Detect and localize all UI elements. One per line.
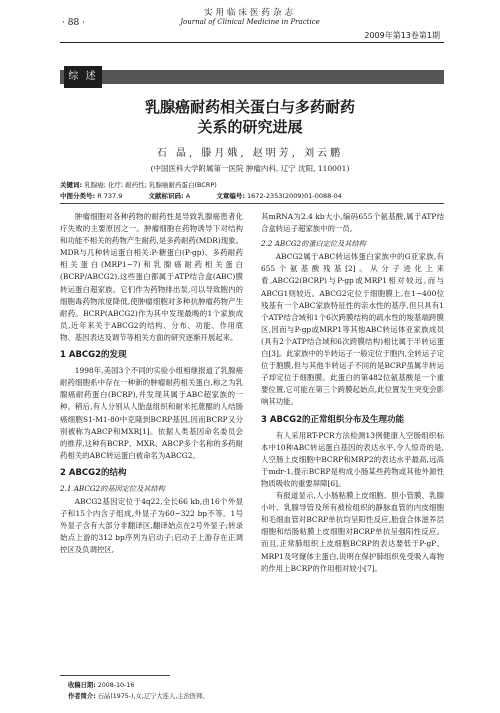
header-rule [60,42,444,43]
section-1-heading: 1 ABCG2的发现 [60,350,127,361]
right-column [261,211,444,575]
section-banner [60,70,444,84]
issue-info: 2009年第13卷第1期 [364,31,440,40]
section-3-heading: 3 ABCG2的正常组织分布及生理功能 [261,414,405,425]
author-bio-label: 作者简介: [68,693,96,700]
clc-label: 中图分类号: [60,192,96,200]
received-line [68,680,134,689]
page-number: · 88 · [62,18,85,28]
keywords-line [60,180,444,189]
journal-title-en: Journal of Clinical Medicine in Practice [180,18,320,26]
affiliation: (中国医科大学附属第一医院 肿瘤内科, 辽宁 沈阳, 110001) [150,164,350,173]
section-2-2-text: ABCG2属于ABC转运体蛋白家族中的G亚家族,有655个氨基酸残基[2]。从分子进化上来看,ABCG2(BCRP)与P-gp或MRP1相对较远,而与ABCG1则较近。ABCG2定位于细胞膜上,在1~400位残基有一个ABC家族特征性的亲水性的基序,但只具有1个ATP结合域和1个6次跨膜结构的疏水性的羧基端跨膜区,因而与P-gp或MRP1等其他ABC转运体亚家族成员(具有2个ATP结合域和6次跨膜结构)相比属于半转运蛋白[3]。此家族中的半转运子一般定位于胞内,全转运子定位于胞膜,但与其他半转运子不同的是BCRP虽属半转运子却定位于细胞膜。此蛋白的第482位氨基酸是一个重要位置,它可能在第三个跨膜起始点,此位置发生突变会影响其功能。 [261,252,444,407]
section-2-heading: 2 ABCG2的结构 [60,467,127,478]
received-label: 收稿日期: [68,682,96,689]
article-title-line1: 乳腺癌耐药相关蛋白与多药耐药 [144,98,355,116]
received-date: 2008-10-16 [97,682,135,689]
section-3-paragraph-2: 有报道显示,人小肠粘膜上皮细胞、胆小管膜、乳腺小叶、乳腺导管及所有被检组织的静脉血管的内皮细胞和毛细血管对BCRP单抗均呈阳性反应,胎盘合体滋养层细胞和结肠粘膜上皮细胞对BCRP单抗呈强阳性反应。而且,正常肺组织上皮细胞BCRP的表达要低于P-gP、MRP1及穹窿体主蛋白,说明在保护肺组织免受吸入毒物的作用上BCRP的作用相对较小[7]。 [261,491,444,573]
classification-line [60,191,444,200]
section-label: 综 述 [64,66,102,88]
article-title-line2: 关系的研究进展 [197,118,303,136]
clc-code: R 737.9 [97,192,123,200]
doc-code: A [185,192,191,200]
continued-paragraph: 其mRNA为2.4 kb大小,编码655个氨基酸,属于ATP结合盒转运子超家族中的一员。 [261,212,444,234]
article-no: 1672-2353(2009)01-0088-04 [247,192,342,200]
article-no-label: 文章编号: [216,192,245,200]
keywords: 乳腺癌; 化疗; 耐药性; 乳腺癌耐药蛋白(BCRP) [84,181,217,189]
meta-rule [60,203,444,204]
journal-title-cn: 实用临床医药杂志 [203,8,296,18]
author-list: 石 晶, 滕月娥, 赵明芳, 刘云鹏 [156,148,344,159]
section-2-2-heading: 2.2 ABCG2的蛋白定位及其结构 [261,239,366,249]
section-3-paragraph-1: 有人采用RT-PCR方法检测13例健康人空肠组织标本中10种ABC转运蛋白基因的表达水平,令人惊奇的是,人空肠上皮细胞中BCRP和MRP2的表达水平最高,远高于mdr-1,提示BCRP是构成小肠某些药物或其他外源性物质吸收的重要屏障[6]。 [261,430,444,488]
section-1-text: 1998年,美国3个不同的实验小组相继报道了乳腺癌耐药细胞系中存在一种新的肿瘤耐药相关蛋白,称之为乳腺癌耐药蛋白(BCRP),并发现其属于ABC超家族的一种。稍后,有人分别从人胎盘组织和耐米托蒽醌的人结肠癌细胞S1-M1-80中克隆到BCRP基因,因而BCRP又分别被称为ABCP和MXR[1]。依据人类基因命名委员会的推荐,这种有BCRP、MXR、ABCP多个名称的多药耐药相关的ABC转运蛋白被命名为ABCG2。 [60,366,243,460]
left-column [60,211,243,557]
doc-code-label: 文献标识码: [148,192,184,200]
author-bio: 石晶(1975-),女,辽宁大连人,主治医师。 [97,693,209,700]
author-bio-line [68,691,209,700]
section-2-1-text: ABCG2基因定位于4q22,全长66 kb,由16个外显子和15个内含子组成,外显子为60~322 bp不等。1号外显子含有大部分非翻译区,翻译始点在2号外显子;转录始点上游的312 bp序列为启动子;启动子上游存在正调控区及负调控区, [60,497,243,555]
footnote-rule [60,675,170,676]
section-2-1-heading: 2.1 ABCG2的基因定位及其结构 [60,483,165,493]
keywords-label: 关键词: [60,181,83,189]
intro-paragraph: 肿瘤细胞对各种药物的耐药性是导致乳腺癌患者化疗失败的主要原因之一。肿瘤细胞在药物诱导下对结构和功能不相关的药物产生耐药,是多药耐药(MDR)现象。MDR与几种转运蛋白相关:P-糖蛋白(P-gp)、多药耐药相关蛋白(MRP1~7)和乳腺癌耐药相关蛋白(BCRP/ABCG2),这些蛋白都属于ATP结合盒(ABC)膜转运蛋白超家族。它们作为药物排出泵,可以导致胞内的细胞毒药物浓度降低,使肿瘤细胞对多种抗肿瘤药物产生耐药。BCRP(ABCG2)作为其中发现最晚的1个家族成员,近年来关于ABCG2的结构、分布、功能、作用底物、基因表达及调节等相关方面的研究逐渐开展起来。 [60,212,243,342]
